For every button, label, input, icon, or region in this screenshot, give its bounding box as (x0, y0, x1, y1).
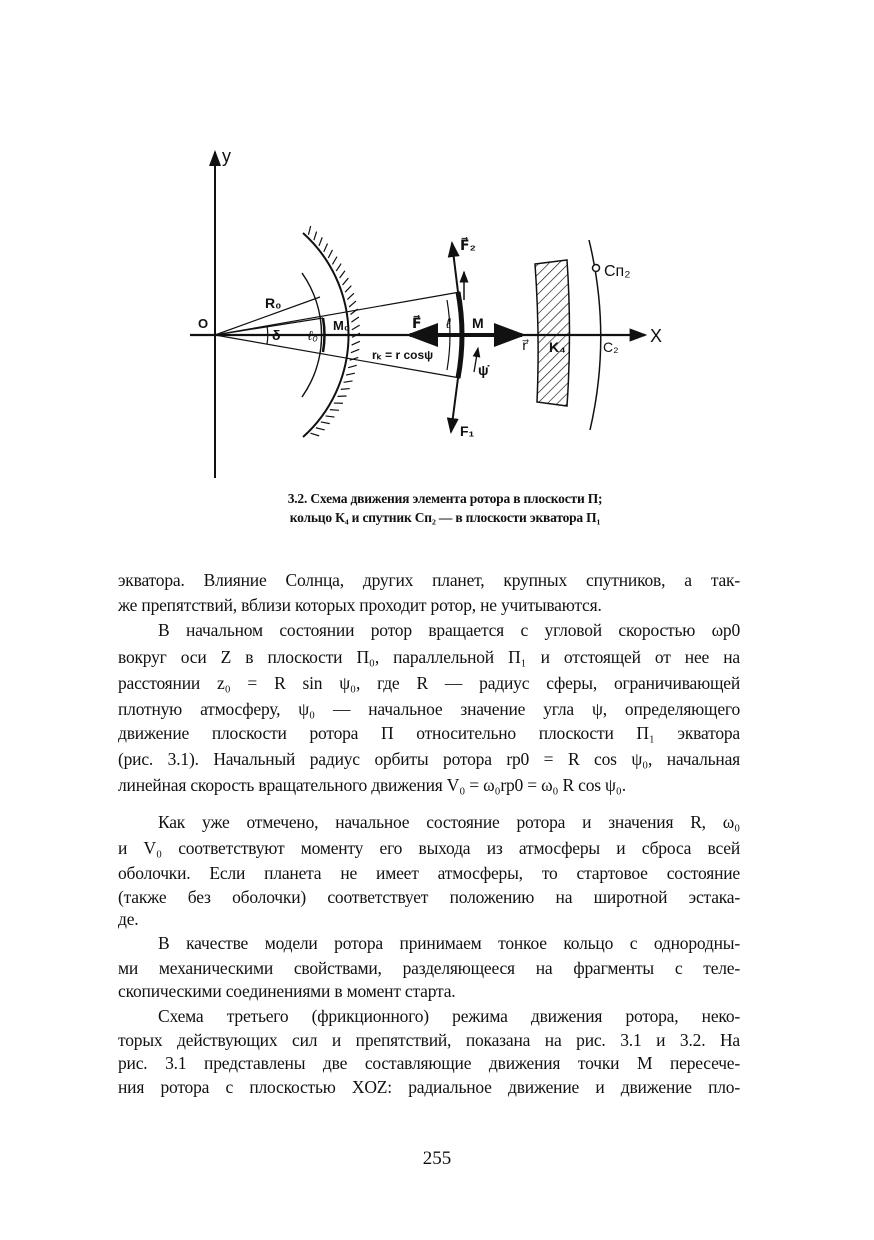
hatch-tick (352, 341, 360, 345)
text-line: оболочки. Если планета не имеет атмосферы, то стартовое состояние (118, 863, 740, 883)
text-line: Схема третьего (фрикционного) режима движения ротора, неко- (158, 1006, 740, 1026)
text-line: скопическими соединениями в момент старта. (118, 981, 456, 1001)
label-l: ℓ (446, 315, 451, 331)
label-psi-dot: ψ̇ (478, 362, 489, 378)
label-M: M (472, 315, 484, 331)
hatch-tick (351, 349, 359, 352)
F2-arrow (452, 243, 458, 292)
hatch-tick (330, 410, 339, 411)
text-line: ния ротора с плоскостью XOZ: радиальное движение и движение пло- (118, 1077, 740, 1097)
ring-K4 (535, 260, 570, 406)
hatch-tick (348, 365, 357, 367)
hatch-tick (321, 422, 330, 424)
hatch-tick (308, 226, 310, 235)
text-line: рис. 3.1 представлены две составляющие движения точки M пересече- (118, 1053, 740, 1073)
label-y: y (222, 146, 231, 166)
F1-arrow (451, 378, 458, 432)
text-line: (рис. 3.1). Начальный радиус орбиты ротора rр0 = R cos ψ₀, начальная (118, 749, 740, 769)
label-F2: F⃗₂ (460, 237, 476, 253)
hatch-tick (332, 257, 337, 265)
text-line: (также без оболочки) соответствует положению на широтной эстака- (118, 887, 740, 907)
text-line: расстоянии z₀ = R sin ψ₀, где R — радиус сферы, ограничивающей (118, 673, 740, 693)
label-F1: F₁ (460, 423, 475, 439)
hatch-tick (347, 293, 354, 299)
label-F: F⃗ (412, 315, 422, 331)
label-l0: ℓ₀ (308, 328, 318, 343)
text-line: В качестве модели ротора принимаем тонкое кольцо с однородны- (158, 933, 740, 953)
hatch-tick (336, 264, 341, 272)
hatch-tick (344, 381, 353, 382)
text-line: линейная скорость вращательного движения V₀ = ω₀rр0 = ω₀ R cos ψ₀. (118, 775, 626, 795)
hatch-tick (326, 416, 335, 417)
hatch-tick (351, 317, 358, 322)
hatch-tick (311, 433, 320, 436)
text-line: Как уже отмечено, начальное состояние ротора и значения R, ω₀ (158, 812, 740, 832)
hatch-tick (343, 278, 349, 285)
hatch-tick (319, 237, 322, 245)
label-K4: K₄ (549, 339, 566, 355)
label-C2: C₂ (603, 339, 619, 355)
hatch-tick (352, 325, 360, 330)
text-line: же препятствий, вблизи которых проходит ротор, не учитываются. (118, 595, 602, 615)
text-line: торых действующих сил и препятствий, показана на рис. 3.1 и 3.2. На (118, 1030, 740, 1050)
text-line: В начальном состоянии ротор вращается с угловой скоростью ωр0 (158, 620, 740, 640)
figure-rotor-motion-diagram (0, 0, 874, 480)
hatch-tick (324, 244, 328, 252)
label-x: X (650, 326, 663, 346)
hatch-tick (316, 428, 325, 430)
hatch-tick (346, 373, 355, 375)
label-rk: rₖ = r cosψ (372, 348, 434, 362)
text-line: плотную атмосферу, ψ₀ — начальное значение угла ψ, определяющего (118, 699, 740, 719)
text-line: и V₀ соответствуют моменту его выхода из атмосферы и сброса всей (118, 838, 740, 858)
hatch-tick (328, 250, 332, 258)
label-origin: O (198, 316, 209, 331)
label-delta: δ (272, 327, 281, 343)
figure-caption-line-2: кольцо К₄ и спутник Сп₂ — в плоскости экватора П₁ (289, 510, 601, 525)
text-line: ми механическими свойствами, разделяющееся на фрагменты с теле- (118, 958, 740, 978)
label-Cn2: Cп₂ (604, 263, 631, 280)
text-line: движение плоскости ротора П относительно плоскости П₁ экватора (118, 723, 740, 743)
hatch-tick (314, 232, 317, 241)
text-line: экватора. Влияние Солнца, других планет, крупных спутников, а так- (118, 570, 740, 590)
hatch-tick (340, 271, 345, 278)
hatch-tick (341, 389, 350, 390)
label-M0: M₀ (333, 318, 350, 333)
hatch-tick (349, 301, 356, 307)
label-R0: R₀ (265, 295, 282, 311)
satellite-Cn2 (593, 265, 600, 272)
label-r: r⃗ (522, 337, 528, 353)
figure-caption-line-1: 3.2. Схема движения элемента ротора в плоскости П; (287, 491, 603, 506)
text-line: де. (118, 909, 139, 929)
hatch-tick (345, 286, 351, 293)
text-line: вокруг оси Z в плоскости П₀, параллельной П₁ и отстоящей от нее на (118, 647, 740, 667)
page-number: 255 (422, 1148, 452, 1169)
ray-delta (215, 318, 323, 335)
